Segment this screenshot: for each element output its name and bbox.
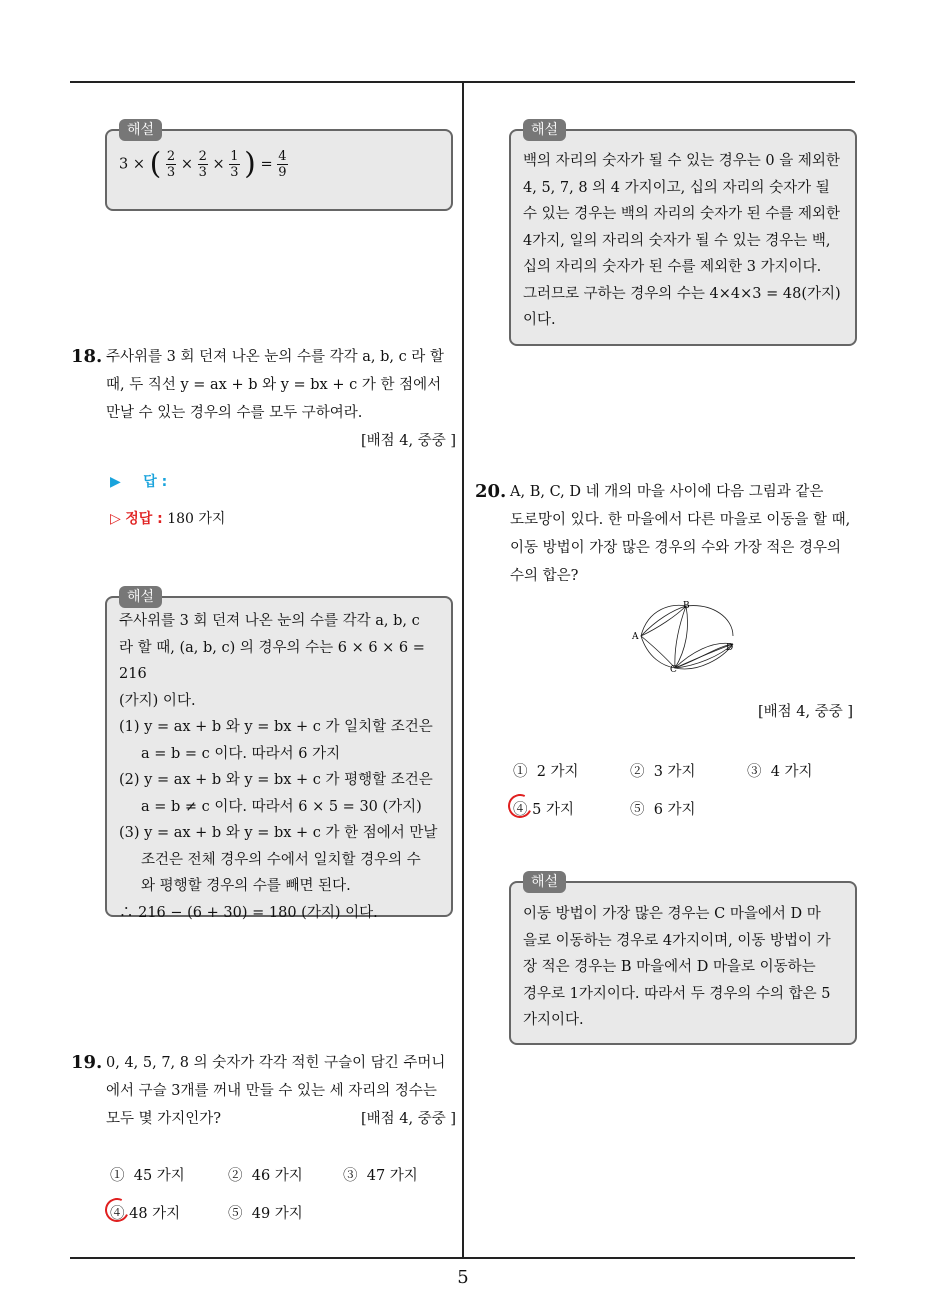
choice-5[interactable]: ⑤ 49 가지 (228, 1206, 303, 1222)
village-c-label: C (670, 665, 677, 675)
question-text: 주사위를 3 회 던져 나온 눈의 수를 각각 a, b, c 라 할 때, 두 직선 y = ax + b 와 y = bx + c 가 한 점에서 만날 수 있는 경우의 수를 모두 구하여라. [배점 4, 중중 ] (106, 343, 456, 455)
correct-arrow-icon: ▷ (110, 511, 121, 527)
choice-3[interactable]: ③ 4 가지 (747, 764, 813, 780)
village-b-label: B (683, 601, 690, 611)
solution-tag: 해설 (119, 119, 162, 141)
bottom-rule (70, 1257, 855, 1259)
question-20 (475, 478, 860, 590)
column-divider (462, 82, 464, 1258)
solution-box-20: 해설 이동 방법이 가장 많은 경우는 C 마을에서 D 마 을로 이동하는 경우로 4가지이며, 이동 방법이 가 장 적은 경우는 B 마을에서 D 마을로 이동하는 경우로 1가지이다. 따라서 두 경우의 수의 합은 5 가지이다. (509, 881, 857, 1045)
road-network-diagram (628, 598, 768, 678)
question-number: 18. (71, 346, 103, 367)
correct-label: 정답 : (125, 511, 163, 527)
points-label: [배점 4, 중중 ] (757, 704, 853, 720)
solution-tag: 해설 (523, 871, 566, 893)
question-number: 19. (71, 1052, 103, 1073)
solution-formula: 3 × ( $\frac{2}{3}$ × $\frac{2}{3}$ × $\frac{1}{3}$ ) = $\frac{4}{9}$ (119, 146, 287, 182)
solution-tag: 해설 (523, 119, 566, 141)
solution-box-17 (105, 122, 453, 211)
choice-3[interactable]: ③ 47 가지 (343, 1168, 418, 1184)
points-label: [배점 4, 중중 ] (360, 1111, 456, 1127)
choice-4[interactable]: ④ 48 가지 (110, 1202, 180, 1223)
correct-answer-row (110, 508, 225, 528)
fraction: $\frac{1}{3}$ (230, 149, 239, 180)
choice-1[interactable]: ① 2 가지 (513, 764, 579, 780)
question-text: 0, 4, 5, 7, 8 의 숫자가 각각 적힌 구슬이 담긴 주머니 에서 구슬 3개를 꺼내 만들 수 있는 세 자리의 정수는 모두 몇 가지인가? [배점 4, 중중 ] (106, 1049, 456, 1133)
answer-circle-mark (505, 791, 536, 822)
points-label: [배점 4, 중중 ] (360, 433, 456, 449)
solution-box-19: 해설 백의 자리의 숫자가 될 수 있는 경우는 0 을 제외한 4, 5, 7, 8 의 4 가지이고, 십의 자리의 숫자가 될 수 있는 경우는 백의 자리의 숫자가 된 수를 제외한 4가지, 일의 자리의 숫자가 될 수 있는 경우는 백, 십의 자리의 숫자가 된 수를 제외한 3 가지이다. 그러므로 구하는 경우의 수는 4×4×3 = 48(가지) 이다. (509, 129, 857, 346)
answer-label: 답 : (143, 474, 168, 490)
choice-2[interactable]: ② 46 가지 (228, 1168, 303, 1184)
answer-arrow-icon: ▶ (110, 474, 121, 490)
choice-4[interactable]: ④ 5 가지 (513, 798, 574, 819)
choice-1[interactable]: ① 45 가지 (110, 1168, 185, 1184)
fraction: $\frac{4}{9}$ (278, 149, 287, 180)
question-number: 20. (475, 481, 507, 502)
question-text: A, B, C, D 네 개의 마을 사이에 다음 그림과 같은 도로망이 있다. 한 마을에서 다른 마을로 이동을 할 때, 이동 방법이 가장 많은 경우의 수와 가장 적은 경우의 수의 합은? (510, 484, 851, 584)
page-number: 5 (457, 1267, 469, 1288)
question-20-points (475, 698, 853, 726)
choice-5[interactable]: ⑤ 6 가지 (630, 802, 696, 818)
fraction: $\frac{2}{3}$ (166, 149, 176, 180)
fraction: $\frac{2}{3}$ (198, 149, 207, 180)
village-d-label: D (726, 643, 734, 653)
village-a-label: A (632, 632, 639, 642)
solution-tag: 해설 (119, 586, 162, 608)
correct-value: 180 가지 (167, 511, 226, 527)
solution-box-18: 해설 주사위를 3 회 던져 나온 눈의 수를 각각 a, b, c 라 할 때, (a, b, c) 의 경우의 수는 6 × 6 × 6 = 216 (가지) 이다. (1) y = ax + b 와 y = bx + c 가 일치할 조건은 a = b = c 이다. 따라서 6 가지 (2) y = ax + b 와 y = bx + c 가 평행할 조건은 a = b ≠ c 이다. 따라서 6 × 5 = 30 (가지) (3) y = ax + b 와 y = bx + c 가 한 점에서 만날 조건은 전체 경우의 수에서 일치할 경우의 수 와 평행할 경우의 수를 빼면 된다. ∴ 216 − (6 + 30) = 180 (가지) 이다. (105, 596, 453, 917)
question-19 (71, 1049, 456, 1133)
question-18 (71, 343, 456, 455)
choice-2[interactable]: ② 3 가지 (630, 764, 696, 780)
answer-row (110, 471, 167, 491)
answer-circle-mark (102, 1195, 133, 1226)
